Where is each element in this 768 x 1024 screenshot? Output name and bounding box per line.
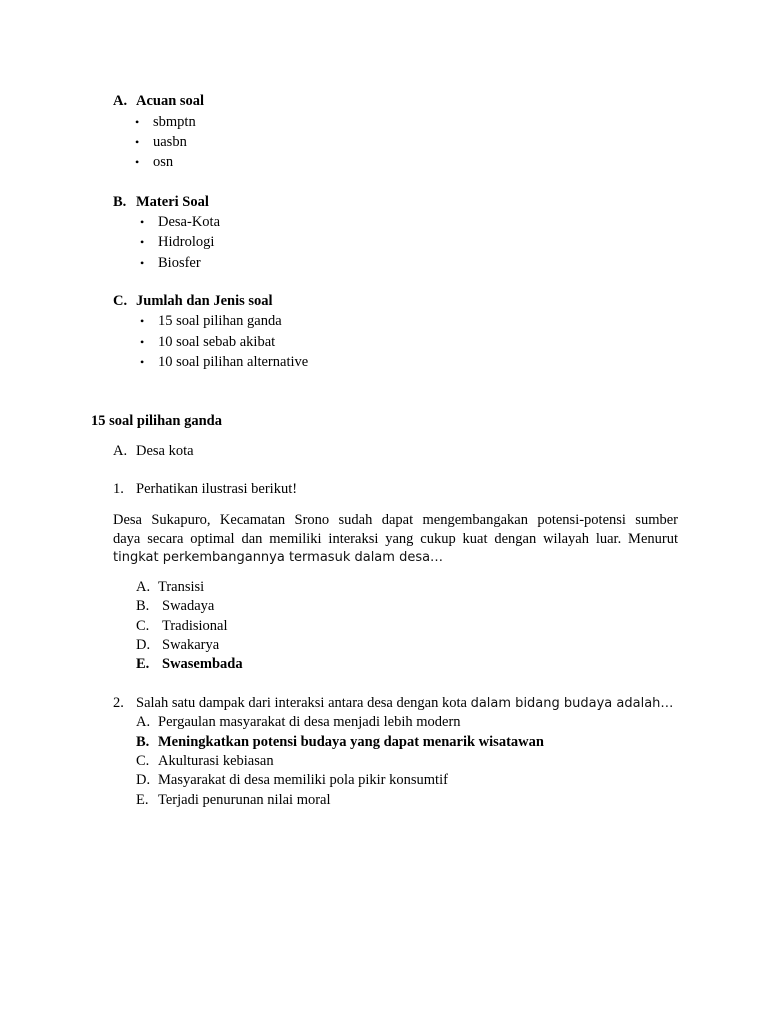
question-1-number: 1. — [113, 481, 124, 497]
section-a-heading: Acuan soal — [136, 93, 205, 109]
option-text-answer: Swasembada — [162, 656, 243, 672]
option-text: Swadaya — [162, 598, 215, 614]
section-b-heading: Materi Soal — [136, 194, 209, 210]
question-2-prompt — [136, 694, 673, 713]
list-item: sbmptn — [153, 114, 196, 130]
question-2-number: 2. — [113, 695, 124, 711]
section-c-heading: Jumlah dan Jenis soal — [136, 293, 273, 309]
part-heading: 15 soal pilihan ganda — [91, 413, 222, 429]
option-letter: A. — [136, 579, 151, 595]
option-letter: D. — [136, 637, 151, 653]
bullet-icon: • — [140, 256, 145, 270]
list-item: osn — [153, 154, 174, 170]
section-b-letter: B. — [113, 194, 127, 210]
option-text: Akulturasi kebiasan — [158, 753, 274, 769]
option-text: Pergaulan masyarakat di desa menjadi lebih modern — [158, 714, 461, 730]
option-letter: A. — [136, 714, 151, 730]
question-1-prompt: Perhatikan ilustrasi berikut! — [136, 481, 298, 497]
question-1-passage-line: Desa Sukapuro, Kecamatan Srono sudah dapat mengembangakan potensi-potensi sumber — [113, 512, 678, 528]
list-item: 15 soal pilihan ganda — [158, 313, 282, 329]
option-letter: C. — [136, 618, 150, 634]
list-item: 10 soal sebab akibat — [158, 334, 276, 350]
bullet-icon: • — [140, 235, 145, 249]
list-item: Hidrologi — [158, 234, 215, 250]
question-1-passage-line: tingkat perkembangannya termasuk dalam desa… — [113, 550, 444, 565]
list-item: 10 soal pilihan alternative — [158, 354, 309, 370]
option-text: Terjadi penurunan nilai moral — [158, 792, 331, 808]
question-2-prompt-part2: dalam bidang budaya adalah… — [470, 696, 674, 711]
option-letter: D. — [136, 772, 151, 788]
bullet-icon: • — [140, 355, 145, 369]
bullet-icon: • — [140, 215, 145, 229]
option-letter: C. — [136, 753, 150, 769]
option-letter: B. — [136, 598, 150, 614]
bullet-icon: • — [140, 335, 145, 349]
option-text: Transisi — [158, 579, 205, 595]
section-a-letter: A. — [113, 93, 128, 109]
list-item: Biosfer — [158, 255, 201, 271]
list-item: uasbn — [153, 134, 187, 150]
option-letter: E. — [136, 792, 149, 808]
bullet-icon: • — [135, 155, 140, 169]
section-c-letter: C. — [113, 293, 128, 309]
question-1-passage-line: daya secara optimal dan memiliki interaksi yang cukup kuat dengan wilayah luar. Menurut — [113, 531, 678, 547]
bullet-icon: • — [135, 135, 140, 149]
question-2-prompt-part1: Salah satu dampak dari interaksi antara desa dengan kota — [136, 695, 467, 711]
bullet-icon: • — [140, 314, 145, 328]
option-text: Tradisional — [162, 618, 228, 634]
option-text: Swakarya — [162, 637, 220, 653]
list-item: Desa-Kota — [158, 214, 221, 230]
subsection-title: Desa kota — [136, 443, 194, 459]
option-text-answer: Meningkatkan potensi budaya yang dapat menarik wisatawan — [158, 734, 544, 750]
bullet-icon: • — [135, 115, 140, 129]
option-letter-answer: B. — [136, 734, 150, 750]
subsection-letter: A. — [113, 443, 128, 459]
option-letter-answer: E. — [136, 656, 150, 672]
option-text: Masyarakat di desa memiliki pola pikir konsumtif — [158, 772, 448, 788]
